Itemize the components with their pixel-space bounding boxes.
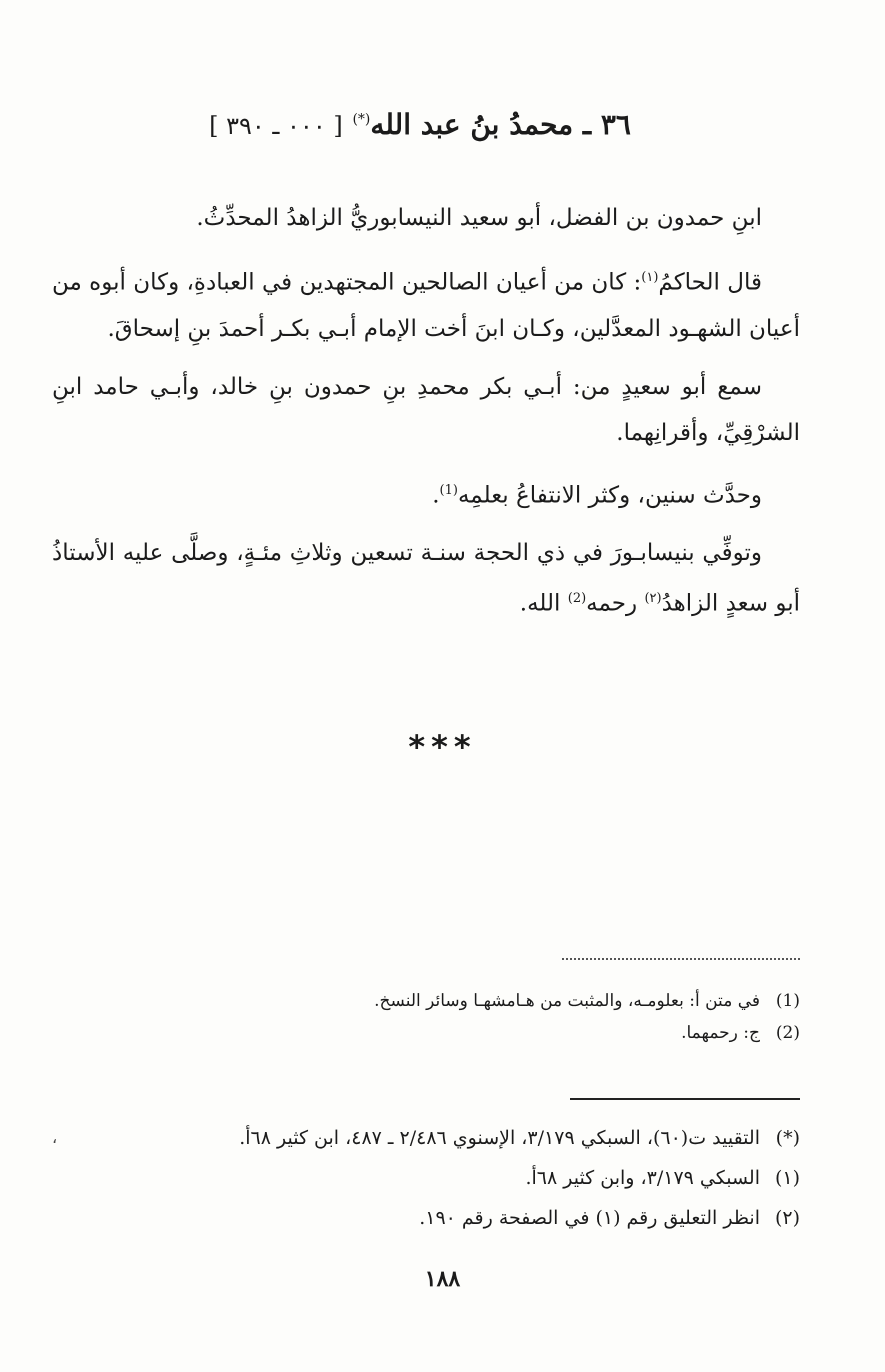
page-number: ١٨٨	[424, 1266, 461, 1292]
paragraph-narration: وحدَّث سنين، وكثر الانتفاعُ بعلمِه$^{(1)}$.	[432, 482, 762, 509]
footnote-ref: (2)	[567, 591, 587, 607]
variant-note: (2) ج: رحمهما.	[681, 1023, 800, 1043]
source-note: (١) السبكي ٣/١٧٩، وابن كثير ٦٨أ.	[525, 1167, 800, 1189]
paragraph-teachers: سمع أبو سعيدٍ من: أبـي بكر محمدِ بنِ حمدون بنِ خالد، وأبـي حامد ابنِ الشرْقِيِّ، وأقرانِهما.	[52, 373, 800, 446]
footnote-ref: (١)	[641, 270, 659, 285]
entry-heading	[150, 108, 690, 141]
source-marker: (*)	[352, 111, 371, 128]
paragraph-lineage: ابنِ حمدون بن الفضل، أبو سعيد النيسابوريُّ الزاهدُ المحدِّثُ.	[196, 205, 762, 231]
dotted-divider	[562, 958, 800, 960]
footnote-ref: (٢)	[644, 591, 662, 607]
section-separator: ***	[408, 728, 477, 766]
variant-note: (1) في متن أ: بعلومـه، والمثبت من هـامشهـا وسائر النسخ.	[374, 991, 800, 1011]
entry-title: ٣٦ ـ محمدُ بنُ عبد الله	[370, 108, 631, 141]
source-note: (٢) انظر التعليق رقم (١) في الصفحة رقم ١٩٠.	[419, 1207, 800, 1229]
paragraph-hakim-quote: قال الحاكمُ$^{(١)}$: كان من أعيان الصالحين المجتهدين في العبادةِ، وكان أبوه من أعيان الشهـود المعدَّلين، وكـان ابنَ أخت الإمام أبـي بكـر أحمدَ بنِ إسحاقَ.	[52, 269, 800, 342]
variant-notes	[330, 985, 800, 1049]
paragraph-death: وتوفِّي بنيسابـورَ في ذي الحجة سنـة تسعين وثلاثِ مئـةٍ، وصلَّى عليه الأستاذُ أبو سعدٍ الزاهدُ$^{(٢)}$ رحمه$^{(2)}$ الله.	[52, 540, 800, 617]
footnote-ref: (1)	[439, 482, 458, 498]
entry-body	[52, 195, 800, 639]
date-range: [ ٠٠٠ ـ ٣٩٠ ]	[209, 112, 343, 140]
footnote-divider	[570, 1098, 800, 1100]
margin-mark: ،	[52, 1128, 58, 1147]
source-notes	[100, 1118, 800, 1238]
source-note: (*) التقييد ت(٦٠)، السبكي ٣/١٧٩، الإسنوي ٢/٤٨٦ ـ ٤٨٧، ابن كثير ٦٨أ.	[239, 1127, 800, 1149]
